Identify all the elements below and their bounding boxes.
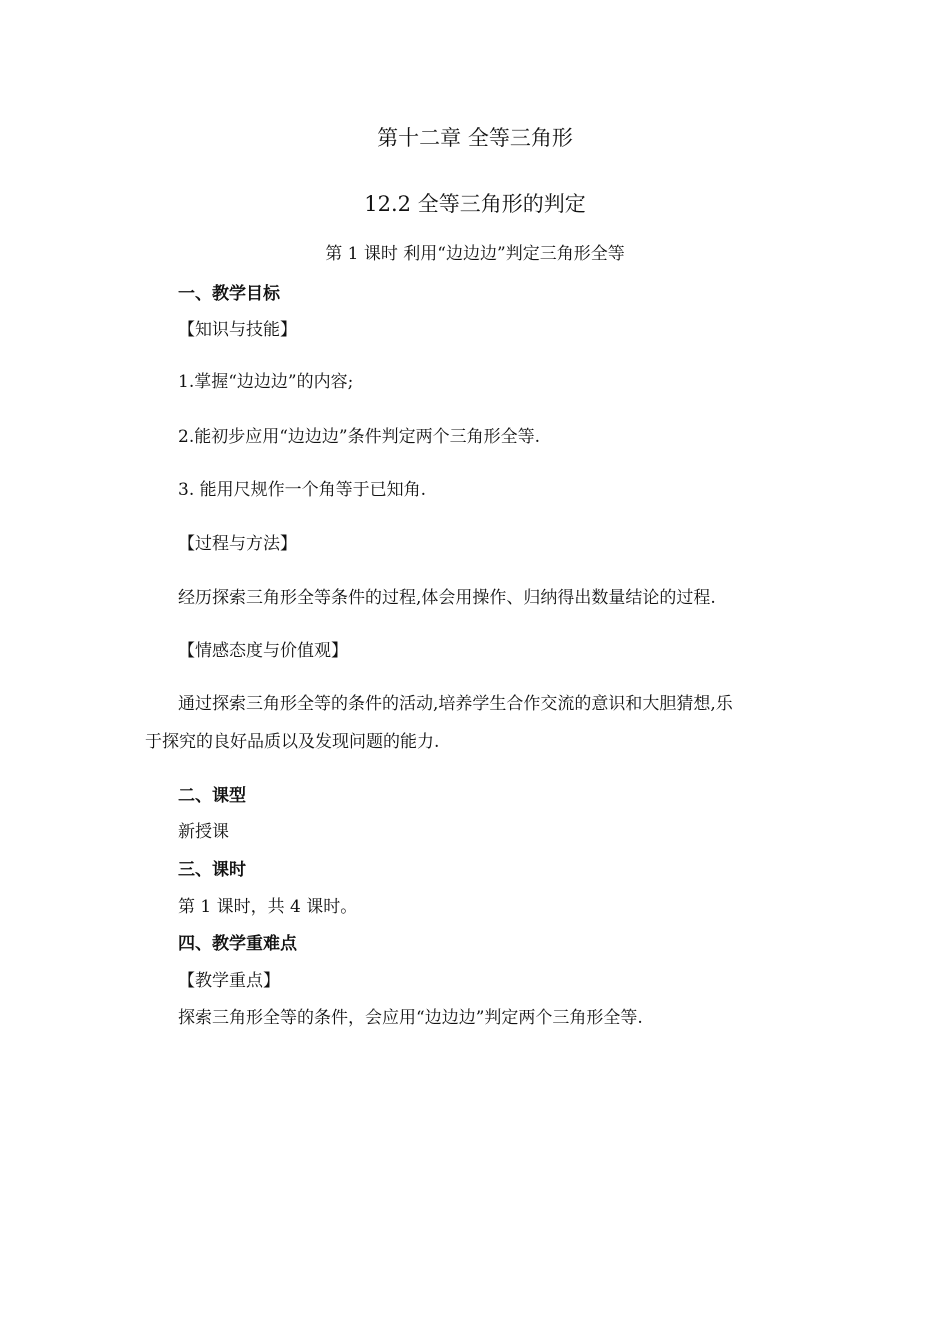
teaching-focus-text: 探索三角形全等的条件，会应用“边边边”判定两个三角形全等. (178, 1008, 643, 1028)
class-hours-text: 第 1 课时，共 4 课时。 (178, 897, 358, 917)
label-process-methods: 【过程与方法】 (178, 534, 297, 554)
heading-teaching-goals: 一、教学目标 (178, 284, 280, 304)
emotion-text-line-1: 通过探索三角形全等的条件的活动,培养学生合作交流的意识和大胆猜想,乐 (178, 694, 733, 714)
label-teaching-focus: 【教学重点】 (178, 971, 280, 991)
lesson-type-text: 新授课 (178, 822, 229, 842)
lesson-title: 第 1 课时 利用“边边边”判定三角形全等 (325, 244, 625, 264)
label-knowledge-skills: 【知识与技能】 (178, 320, 297, 340)
knowledge-item-3: 3. 能用尺规作一个角等于已知角. (178, 480, 427, 500)
label-emotion-values: 【情感态度与价值观】 (178, 641, 348, 661)
heading-class-hours: 三、课时 (178, 860, 246, 880)
emotion-text-line-2: 于探究的良好品质以及发现问题的能力. (145, 732, 440, 752)
process-text: 经历探索三角形全等条件的过程,体会用操作、归纳得出数量结论的过程. (178, 588, 716, 608)
knowledge-item-1: 1.掌握“边边边”的内容; (178, 372, 354, 392)
heading-lesson-type: 二、课型 (178, 786, 246, 806)
chapter-title: 第十二章 全等三角形 (377, 126, 573, 150)
section-title: 12.2 全等三角形的判定 (364, 192, 586, 216)
knowledge-item-2: 2.能初步应用“边边边”条件判定两个三角形全等. (178, 427, 541, 447)
heading-key-points: 四、教学重难点 (178, 934, 297, 954)
